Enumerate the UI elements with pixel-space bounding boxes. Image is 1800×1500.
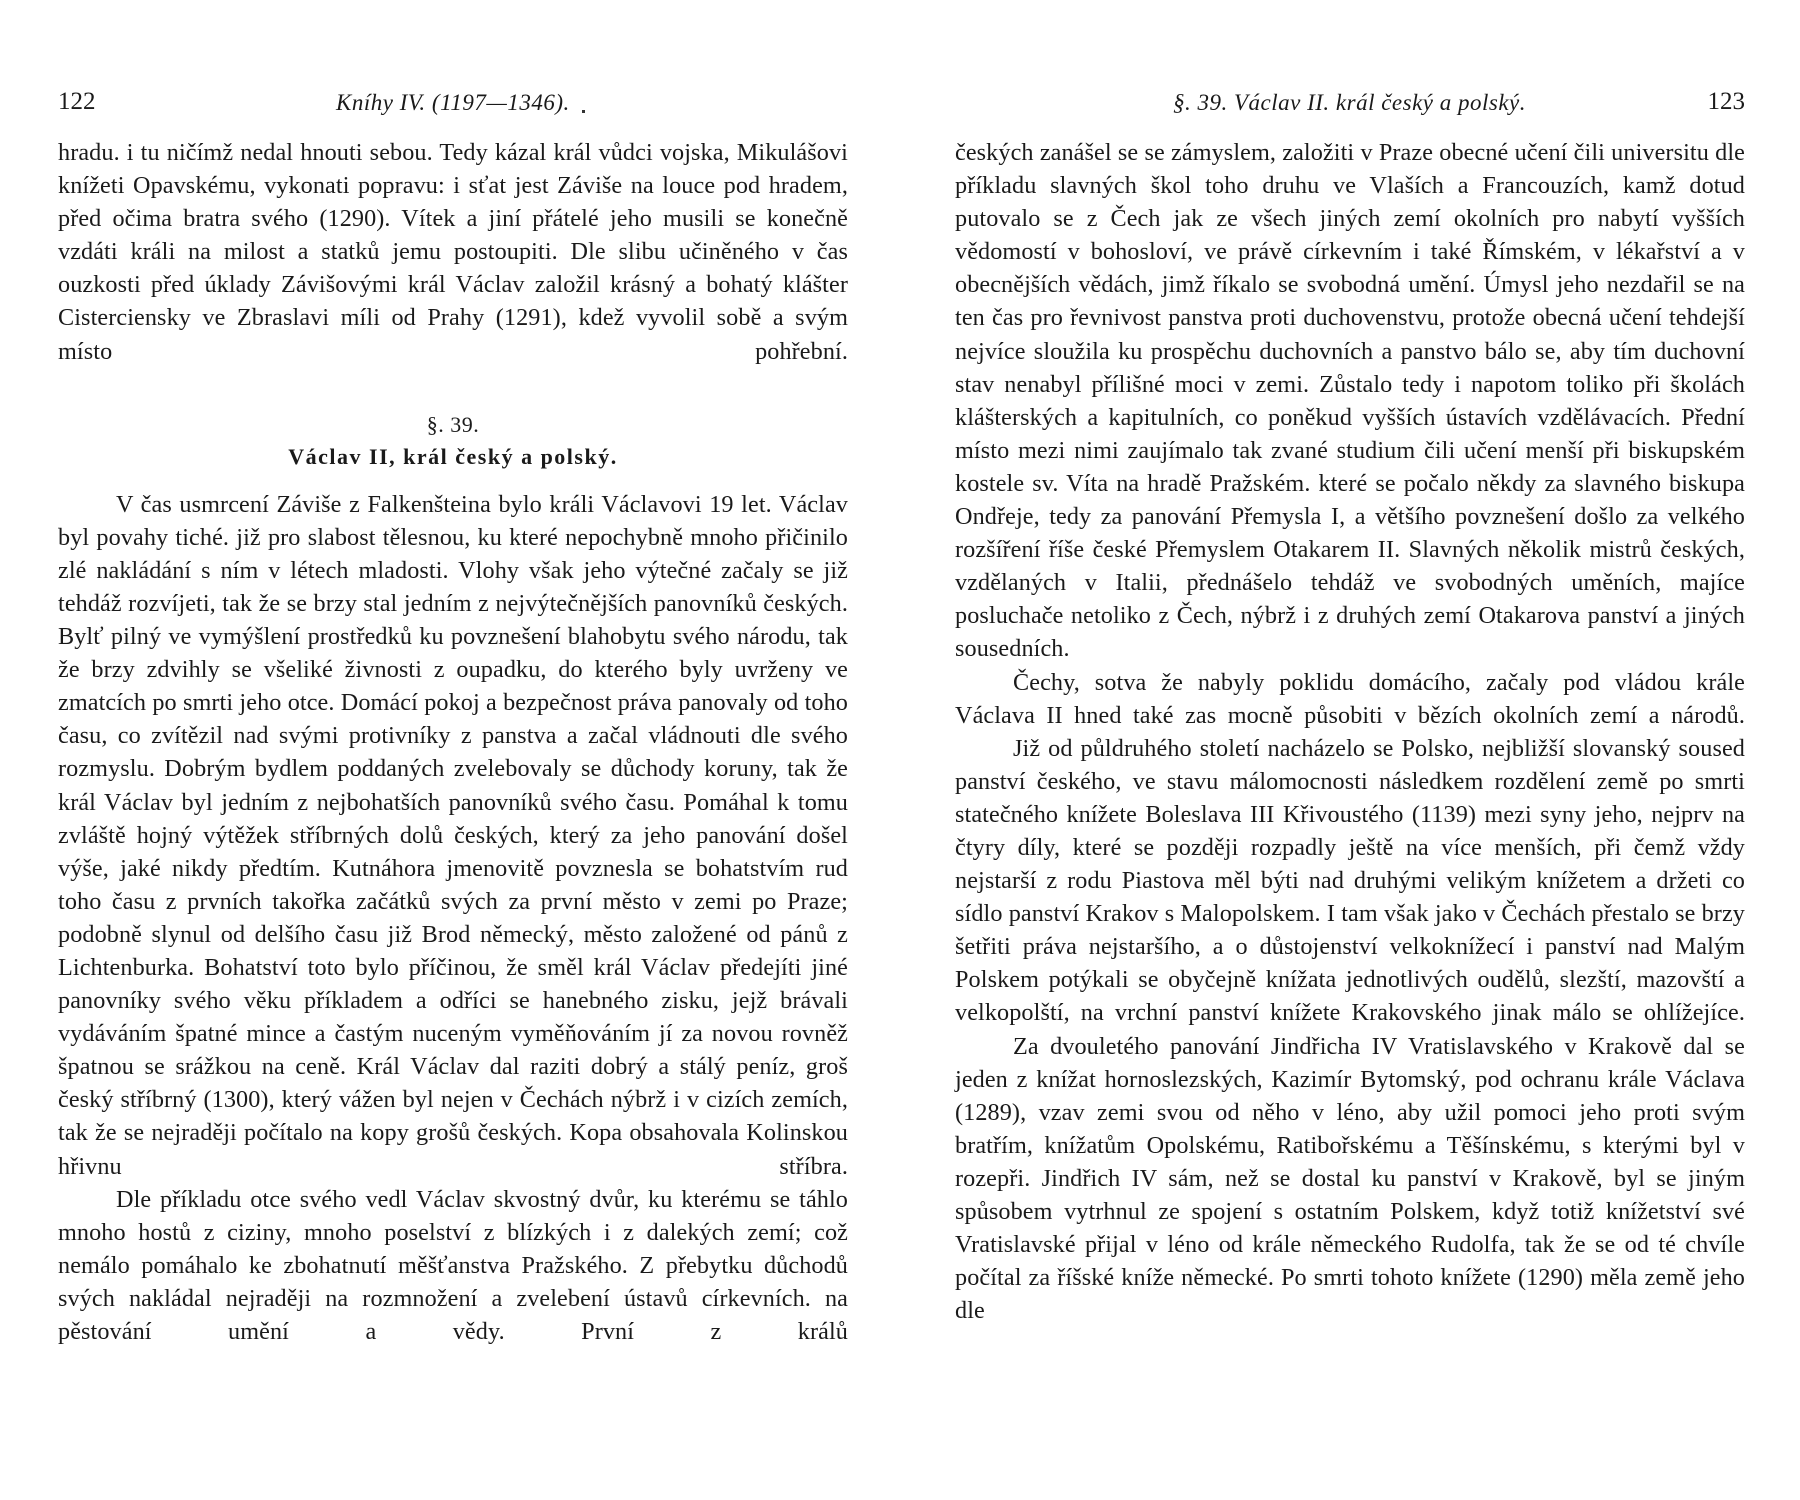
right-page (955, 88, 1745, 1327)
left-paragraph-1: V čas usmrcení Záviše z Falkenšteina bylo králi Václavovi 19 let. Václav byl povahy tiché. již pro slabost tělesnou, ku které nepochybně mnoho přičinilo zlé nakládání s ním v létech mladosti. Vlohy však jeho výtečné začaly se již tehdáž rozvíjeti, tak že se brzy stal jedním z nejvýtečnějších panovníků českých. Bylť pilný ve vymýšlení prostředků ku povznešení blahobytu svého národu, tak že brzy zdvihly se všeliké živnosti z oupadku, do kterého byly uvrženy ve zmatcích po smrti jeho otce. Domácí pokoj a bezpečnost práva panovaly od toho času, co zvítězil nad svými protivníky z panstva a začal vládnouti dle svého rozmyslu. Dobrým bydlem poddaných zvelebovaly se důchody koruny, tak že král Václav byl jedním z nejbohatších panovníků svého času. Pomáhal k tomu zvláště hojný výtěžek stříbrných dolů českých, který za jeho panování došel výše, jaké nikdy předtím. Kutnáhora jmenovitě povznesla se bohatstvím rud toho času z prvních takořka začátků svých za první město v zemi po Praze; podobně slynul od delšího času již Brod německý, město založené od pánů z Lichtenburka. Bohatství toto bylo příčinou, že směl král Václav předejíti jiné panovníky svého věku příkladem a odříci se hanebného zisku, jejž brávali vydáváním špatné mince a častým nuceným vyměňováním jí za novou rovněž špatnou se srážkou na ceně. Král Václav dal raziti dobrý a stálý peníz, groš český stříbrný (1300), který vážen byl nejen v Čechách nýbrž i v cizích zemích, tak že se nejraději počítalo na kopy grošů českých. Kopa obsahovala Kolinskou hřivnu stříbra. (58, 490, 848, 1180)
section-number: §. 39. (426, 411, 480, 437)
right-paragraph-2: Čechy, sotva že nabyly poklidu domácího, začaly pod vládou krále Václava II hned také zas mocně působiti v bězích okolních zemí a národů. (955, 668, 1745, 729)
right-paragraph-1: českých zanášel se se zámyslem, založiti v Praze obecné učení čili universitu dle příkladu slavných škol toho druhu ve Vlaších a Francouzích, kamž dotud putovalo se z Čech jak ze všech jiných zemí okolních pro nabytí vyšších vědomostí v bohosloví, ve právě církevním i také Římském, v lékařství a v obecnějších vědách, jimž říkalo se svobodná umění. Úmysl jeho nezdařil se na ten čas pro řevnivost panstva proti duchovenstvu, protože obecná učení tehdejší nejvíce sloužila ku prospěchu duchovních a panstvo bálo se, aby tím duchovní stav nenabyl přílišné moci v zemi. Zůstalo tedy i napotom toliko při školách klášterských a kapitulních, co poněkud vyšších ústavích vzdělávacích. Přední místo mezi nimi zaujímalo tak zvané studium čili učení menší při biskupském kostele sv. Víta na hradě Pražském. které se počalo někdy za slavného biskupa Ondřeje, tedy za panování Přemysla I, a většího povznešení došlo za velkého rozšíření říše české Přemyslem Otakarem II. Slavných několik mistrů českých, vzdělaných v Italii, přednášelo tehdáž ve svobodných uměních, majíce posluchače netoliko z Čech, nýbrž i z druhých zemí Otakarova panství a jiných sousedních. (955, 139, 1745, 663)
right-page-header (955, 88, 1745, 118)
section-title: Václav II, král český a polský. (288, 443, 618, 469)
right-paragraph-4: Za dvouletého panování Jindřicha IV Vratislavského v Krakově dal se jeden z knížat hornoslezských, Kazimír Bytomský, pod ochranu krále Václava (1289), vzav zemi svou od něho v léno, aby užil pomoci jeho proti svým bratřím, knížatům Opolskému, Ratibořskému a Těšínskému, s kterými byl v rozepři. Jindřich IV sám, než se dostal ku panství v Krakově, byl se jiným spůsobem vytrhnul ze spojení s ostatním Polskem, když totiž knížetství své Vratislavské přijal v léno od krále německého Rudolfa, tak že se od té chvíle počítal za říšské kníže německé. Po smrti tohoto knížete (1290) měla země jeho dle (955, 1032, 1745, 1325)
left-paragraph-continued: hradu. i tu ničímž nedal hnouti sebou. Tedy kázal král vůdci vojska, Mikulášovi knížeti Opavskému, vykonati popravu: i sťat jest Záviše na louce pod hradem, před očima bratra svého (1290). Vítek a jiní přátelé jeho musili se konečně vzdáti králi na milost a statků jemu postoupiti. Dle slibu učiněného v čas ouzkosti před úklady Závišovými král Václav založil krásný a bohatý klášter Cisterciensky ve Zbraslavi míli od Prahy (1291), kdež vyvolil sobě a svým místo pohřební. (58, 139, 848, 365)
left-page-header (58, 88, 848, 118)
right-running-head (1173, 90, 1526, 116)
left-running-head (336, 90, 570, 116)
right-page-number: 123 (1707, 88, 1745, 115)
left-page-number: 122 (58, 88, 96, 115)
right-running-head-text: §. 39. Václav II. král český a polský. (1173, 90, 1527, 115)
left-running-head-text: Kníhy IV. (1197—1346). (336, 90, 570, 115)
left-page (58, 88, 848, 1348)
right-paragraph-3: Již od půldruhého století nacházelo se Polsko, nejbližší slovanský soused panství českého, ve stavu málomocnosti následkem rozdělení země po smrti statečného knížete Boleslava III Křivoustého (1139) mezi syny jeho, nejprv na čtyry díly, které se později rozpadly ještě na více menších, při čemž vždy nejstarší z rodu Piastova měl býti nad druhými velikým knížetem a držeti co sídlo panství Krakov s Malopolskem. I tam však jako v Čechách přestalo se brzy šetřiti práva nejstaršího, a o důstojenství velkoknížecí i panství nad Malým Polskem potýkali se obyčejně knížata jednotlivých oudělů, slezští, mazovští a velkopolští, na vrchní panství knížete Krakovského jinak málo se ohlížejíce. (955, 734, 1745, 1027)
print-mark (582, 110, 585, 113)
left-paragraph-2: Dle příkladu otce svého vedl Václav skvostný dvůr, ku kterému se táhlo mnoho hostů z ciziny, mnoho poselství z blízkých i z dalekých zemí; což nemálo pomáhalo ke zbohatnutí měšťanstva Pražského. Z přebytku důchodů svých nakládal nejraději na rozmnožení a zvelebení ústavů církevních. na pěstování umění a vědy. První z králů (58, 1185, 848, 1345)
